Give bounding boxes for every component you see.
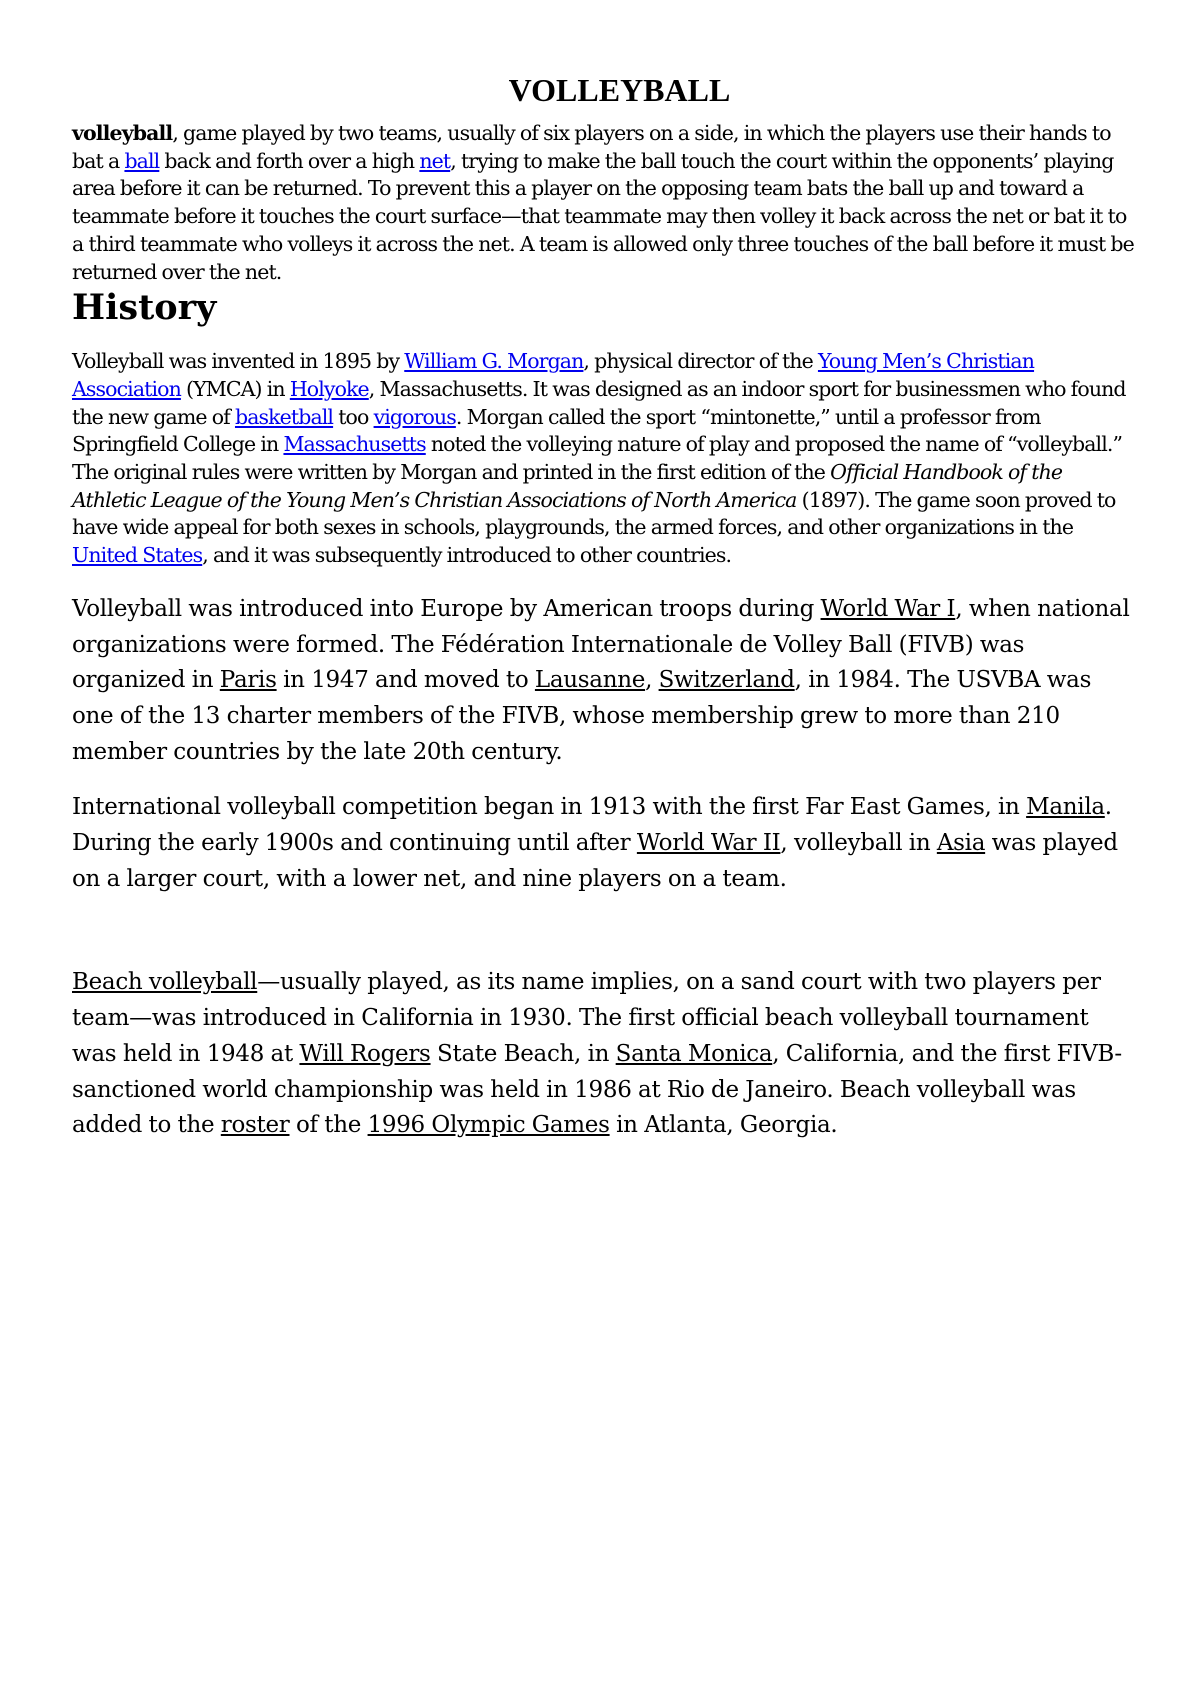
link-lausanne[interactable]: Lausanne — [534, 667, 646, 694]
link-roster[interactable]: roster — [220, 1112, 290, 1139]
history-heading: History — [72, 287, 217, 329]
paragraph-text: was played on a larger court, with a lower net, and nine players on a team. — [72, 830, 1118, 892]
link-paris[interactable]: Paris — [219, 667, 277, 694]
link-holyoke[interactable]: Holyoke — [289, 376, 369, 401]
paragraph-text: —usually played, as its name implies, on a sand court with two players per team—was introduced in California in 1930. The first official beach volleyball tournament was held in 1948 at — [72, 969, 1101, 1067]
link-united-states[interactable]: United States — [72, 543, 203, 568]
paragraph-text: too — [333, 404, 374, 429]
link-world-war-1[interactable]: World War I — [820, 595, 956, 622]
paragraph-text: . Morgan called the sport “mintonette,” until a professor from Springfield College in — [72, 404, 1041, 457]
paragraph-text: , — [645, 667, 659, 694]
history-paragraph-2 — [72, 592, 1137, 771]
paragraph-text: , when national organizations were formed. The Fédération Internationale de Volley Ball (FIVB) was organized in — [72, 595, 1130, 694]
link-william-morgan[interactable]: William G. Morgan — [404, 349, 584, 374]
link-world-war-2[interactable]: World War II — [636, 830, 781, 857]
link-ymca[interactable]: Young Men’s Christian Association — [72, 349, 1035, 401]
link-net[interactable]: net — [419, 148, 451, 173]
book-title: Official Handbook of the Athletic League of the Young Men’s Christian Associations of North America — [72, 460, 1063, 512]
link-will-rogers[interactable]: Will Rogers — [299, 1040, 431, 1067]
paragraph-text: , and it was subsequently introduced to other countries. — [202, 543, 732, 568]
paragraph-text: of the — [289, 1112, 368, 1139]
paragraph-text: in Atlanta, Georgia. — [609, 1112, 838, 1139]
paragraph-text: International volleyball competition began in 1913 with the first Far East Games, in — [72, 794, 1027, 821]
paragraph-text: State Beach, in — [430, 1040, 616, 1067]
link-vigorous[interactable]: vigorous — [373, 404, 456, 429]
paragraph-text: , Massachusetts. It was designed as an indoor sport for businessmen who found the new game of — [72, 376, 1126, 429]
link-switzerland[interactable]: Switzerland — [658, 667, 795, 694]
paragraph-text: , physical director of the — [583, 349, 818, 374]
paragraph-text: in 1947 and moved to — [276, 667, 535, 694]
link-beach-volleyball[interactable]: Beach volleyball — [72, 969, 258, 996]
paragraph-text: Volleyball was invented in 1895 by — [72, 349, 405, 374]
history-paragraph-4 — [72, 965, 1137, 1144]
history-paragraph-1 — [72, 348, 1137, 570]
paragraph-text: Volleyball was introduced into Europe by American troops during — [72, 595, 821, 622]
link-massachusetts[interactable]: Massachusetts — [283, 432, 426, 457]
intro-paragraph — [72, 120, 1137, 286]
link-1996-olympic-games[interactable]: 1996 Olympic Games — [367, 1112, 610, 1139]
link-basketball[interactable]: basketball — [234, 404, 334, 429]
paragraph-text: (YMCA) in — [180, 376, 290, 401]
document-title: VOLLEYBALL — [508, 72, 731, 108]
paragraph-text: noted the volleying nature of play and proposed the name of “volleyball.” The original rules were written by Morgan and printed in the first edition of the — [72, 432, 1123, 485]
paragraph-text: , in 1984. The USVBA was one of the 13 charter members of the FIVB, whose membership grew to more than 210 member countries by the late 20th century. — [72, 667, 1092, 765]
link-manila[interactable]: Manila — [1026, 794, 1105, 821]
link-ball[interactable]: ball — [124, 148, 160, 173]
intro-term: volleyball — [72, 121, 173, 145]
link-asia[interactable]: Asia — [936, 830, 986, 857]
intro-text: , game played by two teams, usually of six players on a side, in which the players use their hands to bat a — [72, 121, 1111, 173]
document-page — [72, 70, 1137, 1164]
intro-text: , trying to make the ball touch the court within the opponents’ playing area before it can be returned. To prevent this a player on the opposing team bats the ball up and toward a teammate before it touches the court surface—that teammate may then volley it back across the net or bat it to a third teammate who volleys it across the net. A team is allowed only three touches of the ball before it must be returned over the net. — [72, 148, 1134, 284]
paragraph-text: , volleyball in — [780, 830, 937, 857]
link-santa-monica[interactable]: Santa Monica — [615, 1040, 773, 1067]
intro-text: back and forth over a high — [159, 148, 420, 173]
paragraph-text: , California, and the first FIVB-sanctioned world championship was held in 1986 at Rio de Janeiro. Beach volleyball was added to the — [72, 1040, 1122, 1139]
history-paragraph-3 — [72, 790, 1137, 897]
paragraph-text: (1897). The game soon proved to have wide appeal for both sexes in schools, playgrounds, the armed forces, and other organizations in the — [72, 487, 1116, 540]
paragraph-text: . During the early 1900s and continuing until after — [72, 794, 1112, 857]
